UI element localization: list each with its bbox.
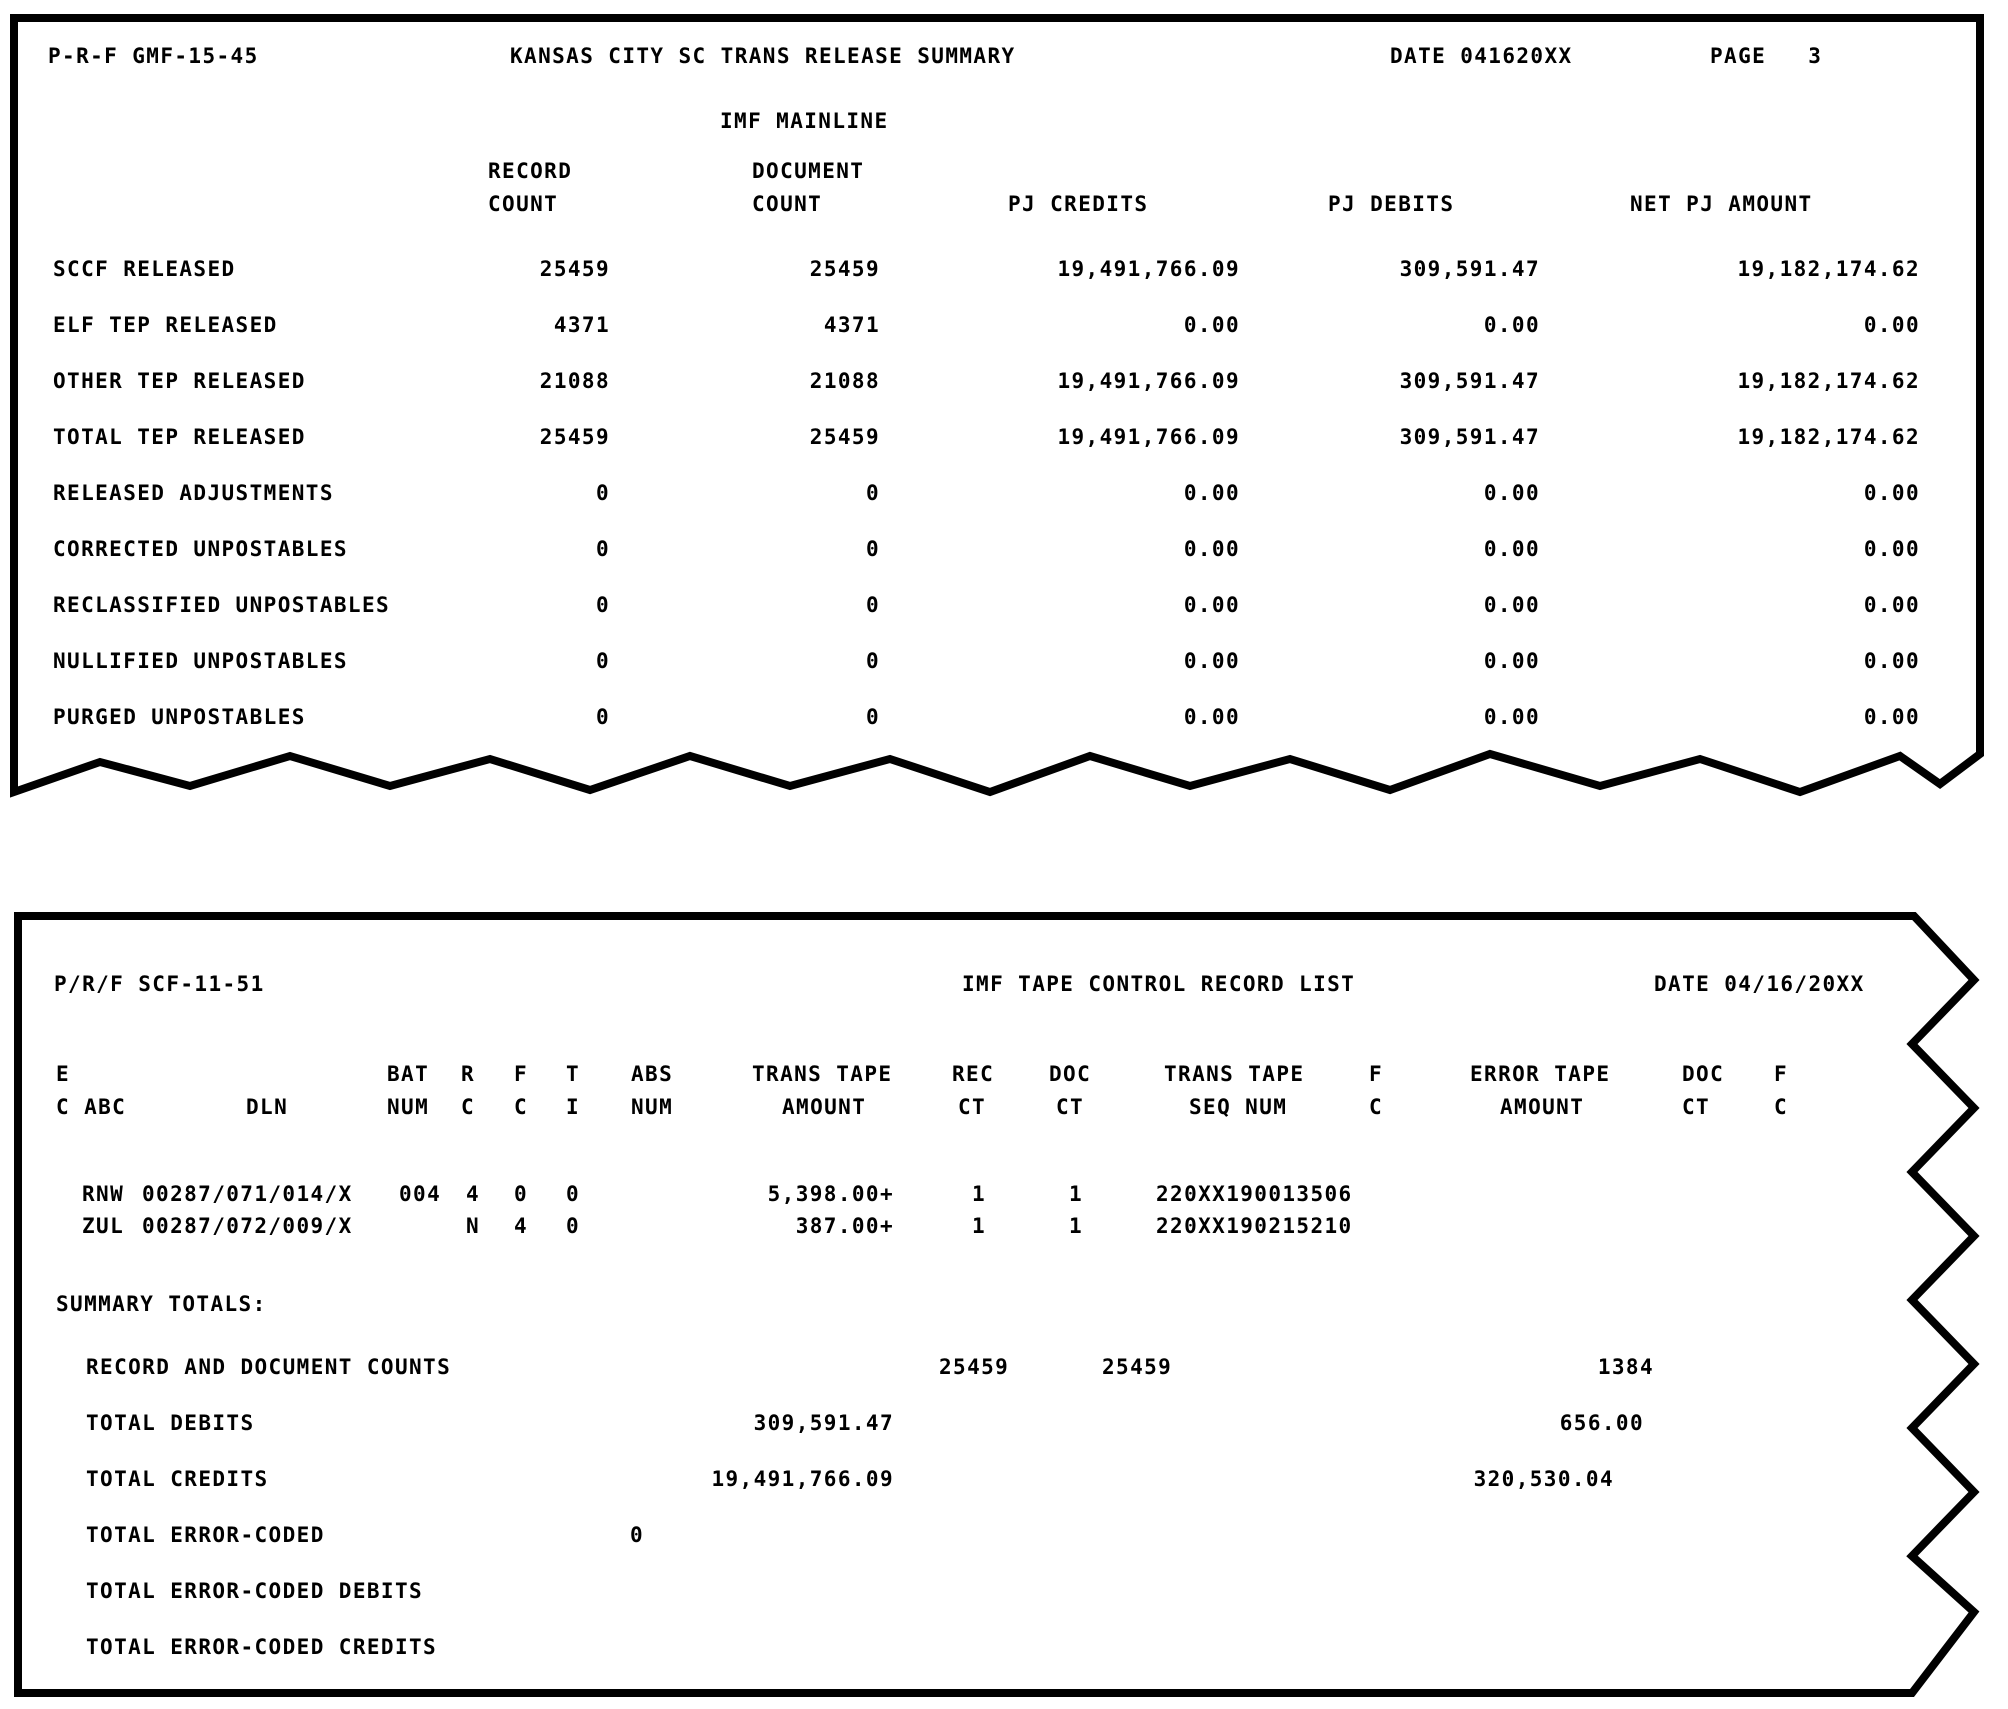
col-pj-credits: PJ CREDITS [1008,192,1149,216]
col-record-count-line1: RECORD [488,159,573,183]
row-pj-debits: 0.00 [1483,593,1540,617]
summary-label: TOTAL CREDITS [86,1467,269,1491]
report2-title: IMF TAPE CONTROL RECORD LIST [962,972,1356,996]
colhdr-fc-line1: F [514,1062,529,1086]
summary-label: RECORD AND DOCUMENT COUNTS [86,1355,452,1379]
row-net-pj-amount: 0.00 [1863,593,1920,617]
summary-rec-ct: 25459 [939,1355,1010,1379]
row-record-count: 0 [595,649,610,673]
summary-error-amount: 1384 [1597,1355,1654,1379]
row-pj-debits: 0.00 [1483,705,1540,729]
row-record-count: 0 [595,481,610,505]
detail-ti: 0 [566,1214,581,1238]
detail-dln: 00287/072/009/X [142,1214,353,1238]
row-net-pj-amount: 0.00 [1863,705,1920,729]
col-record-count-line2: COUNT [488,192,559,216]
detail-trans-tape-amount: 5,398.00+ [767,1182,894,1206]
summary-error-amount: 656.00 [1559,1411,1644,1435]
colhdr-rec-line2: CT [958,1095,987,1119]
colhdr-rec-line1: REC [952,1062,995,1086]
colhdr-ti-line1: T [566,1062,581,1086]
row-pj-credits: 0.00 [1183,481,1240,505]
row-pj-debits: 0.00 [1483,313,1540,337]
row-net-pj-amount: 0.00 [1863,537,1920,561]
row-document-count: 0 [865,481,880,505]
colhdr-trans-tape-seq-line2: SEQ NUM [1189,1095,1288,1119]
colhdr-error-doc-line2: CT [1682,1095,1711,1119]
summary-amount: 19,491,766.09 [711,1467,894,1491]
row-pj-credits: 19,491,766.09 [1057,369,1240,393]
detail-doc-ct: 1 [1069,1214,1084,1238]
colhdr-rc-line1: R [461,1062,476,1086]
row-label: SCCF RELEASED [53,257,236,281]
row-label: PURGED UNPOSTABLES [53,705,306,729]
report-form-id: P-R-F GMF-15-45 [48,44,259,68]
report-page: PAGE 3 [1710,44,1823,68]
detail-fc: 0 [514,1182,529,1206]
colhdr-dln-line2: DLN [246,1095,289,1119]
row-record-count: 0 [595,537,610,561]
colhdr-fc-line2: C [514,1095,529,1119]
summary-doc-ct: 25459 [1102,1355,1173,1379]
row-label: TOTAL TEP RELEASED [53,425,306,449]
row-document-count: 4371 [823,313,880,337]
row-document-count: 0 [865,705,880,729]
report2-form-id: P/R/F SCF-11-51 [54,972,265,996]
colhdr-error-tape-amount-line2: AMOUNT [1500,1095,1585,1119]
colhdr-bat-line2: NUM [387,1095,430,1119]
report-title: KANSAS CITY SC TRANS RELEASE SUMMARY [510,44,1016,68]
detail-doc-ct: 1 [1069,1182,1084,1206]
row-pj-credits: 19,491,766.09 [1057,425,1240,449]
row-pj-debits: 309,591.47 [1399,257,1540,281]
colhdr-f-line1: F [1369,1062,1384,1086]
detail-rec-ct: 1 [972,1182,987,1206]
colhdr-ti-line2: I [566,1095,581,1119]
col-net-pj-amount: NET PJ AMOUNT [1630,192,1813,216]
detail-rec-ct: 1 [972,1214,987,1238]
colhdr-abs-line2: NUM [631,1095,674,1119]
detail-ec-abc: RNW [82,1182,125,1206]
colhdr-doc-line1: DOC [1049,1062,1092,1086]
detail-trans-tape-seq-num: 220XX190215210 [1156,1214,1353,1238]
summary-amount: 0 [629,1523,644,1547]
row-pj-debits: 309,591.47 [1399,425,1540,449]
colhdr-doc-line2: CT [1056,1095,1085,1119]
row-net-pj-amount: 0.00 [1863,313,1920,337]
row-net-pj-amount: 19,182,174.62 [1737,425,1920,449]
row-record-count: 21088 [539,369,610,393]
colhdr-error-tape-amount-line1: ERROR TAPE [1470,1062,1611,1086]
detail-ti: 0 [566,1182,581,1206]
row-pj-credits: 19,491,766.09 [1057,257,1240,281]
detail-trans-tape-seq-num: 220XX190013506 [1156,1182,1353,1206]
trans-release-summary-report [10,14,1984,804]
col-document-count-line2: COUNT [752,192,823,216]
row-record-count: 0 [595,593,610,617]
summary-amount: 309,591.47 [753,1411,894,1435]
row-label: ELF TEP RELEASED [53,313,278,337]
row-document-count: 0 [865,537,880,561]
row-pj-credits: 0.00 [1183,593,1240,617]
colhdr-bat-line1: BAT [387,1062,430,1086]
row-label: CORRECTED UNPOSTABLES [53,537,348,561]
row-pj-debits: 0.00 [1483,537,1540,561]
report-date: DATE 041620XX [1390,44,1573,68]
colhdr-ec-line1: E [56,1062,71,1086]
detail-trans-tape-amount: 387.00+ [795,1214,894,1238]
col-document-count-line1: DOCUMENT [752,159,865,183]
row-record-count: 25459 [539,257,610,281]
row-pj-credits: 0.00 [1183,649,1240,673]
report-subtitle: IMF MAINLINE [720,109,889,133]
colhdr-rc-line2: C [461,1095,476,1119]
colhdr-trans-tape-amount-line2: AMOUNT [782,1095,867,1119]
detail-fc: 4 [514,1214,529,1238]
row-pj-debits: 0.00 [1483,649,1540,673]
detail-dln: 00287/071/014/X [142,1182,353,1206]
row-pj-credits: 0.00 [1183,705,1240,729]
row-net-pj-amount: 19,182,174.62 [1737,257,1920,281]
row-pj-credits: 0.00 [1183,313,1240,337]
row-document-count: 21088 [809,369,880,393]
detail-ec-abc: ZUL [82,1214,125,1238]
row-label: RELEASED ADJUSTMENTS [53,481,334,505]
summary-label: TOTAL ERROR-CODED DEBITS [86,1579,424,1603]
summary-heading: SUMMARY TOTALS: [56,1292,267,1316]
colhdr-error-doc-line1: DOC [1682,1062,1725,1086]
row-record-count: 0 [595,705,610,729]
row-pj-debits: 309,591.47 [1399,369,1540,393]
row-record-count: 4371 [553,313,610,337]
col-pj-debits: PJ DEBITS [1328,192,1455,216]
colhdr-error-f-line1: F [1774,1062,1789,1086]
row-net-pj-amount: 0.00 [1863,481,1920,505]
row-net-pj-amount: 19,182,174.62 [1737,369,1920,393]
row-label: RECLASSIFIED UNPOSTABLES [53,593,391,617]
row-label: NULLIFIED UNPOSTABLES [53,649,348,673]
row-net-pj-amount: 0.00 [1863,649,1920,673]
row-document-count: 0 [865,593,880,617]
summary-label: TOTAL DEBITS [86,1411,255,1435]
row-document-count: 0 [865,649,880,673]
summary-label: TOTAL ERROR-CODED [86,1523,325,1547]
row-document-count: 25459 [809,425,880,449]
detail-rc: N [466,1214,481,1238]
colhdr-trans-tape-amount-line1: TRANS TAPE [752,1062,893,1086]
report2-date: DATE 04/16/20XX [1654,972,1865,996]
row-pj-credits: 0.00 [1183,537,1240,561]
summary-error-amount: 320,530.04 [1473,1467,1614,1491]
detail-bat-num: 004 [399,1182,442,1206]
row-label: OTHER TEP RELEASED [53,369,306,393]
colhdr-trans-tape-seq-line1: TRANS TAPE [1164,1062,1305,1086]
row-document-count: 25459 [809,257,880,281]
detail-rc: 4 [466,1182,481,1206]
summary-label: TOTAL ERROR-CODED CREDITS [86,1635,438,1659]
imf-tape-control-record-list-report [14,912,1984,1697]
row-record-count: 25459 [539,425,610,449]
colhdr-abs-line1: ABS [631,1062,674,1086]
row-pj-debits: 0.00 [1483,481,1540,505]
colhdr-error-f-line2: C [1774,1095,1789,1119]
colhdr-f-line2: C [1369,1095,1384,1119]
colhdr-ec-line2: C ABC [56,1095,127,1119]
